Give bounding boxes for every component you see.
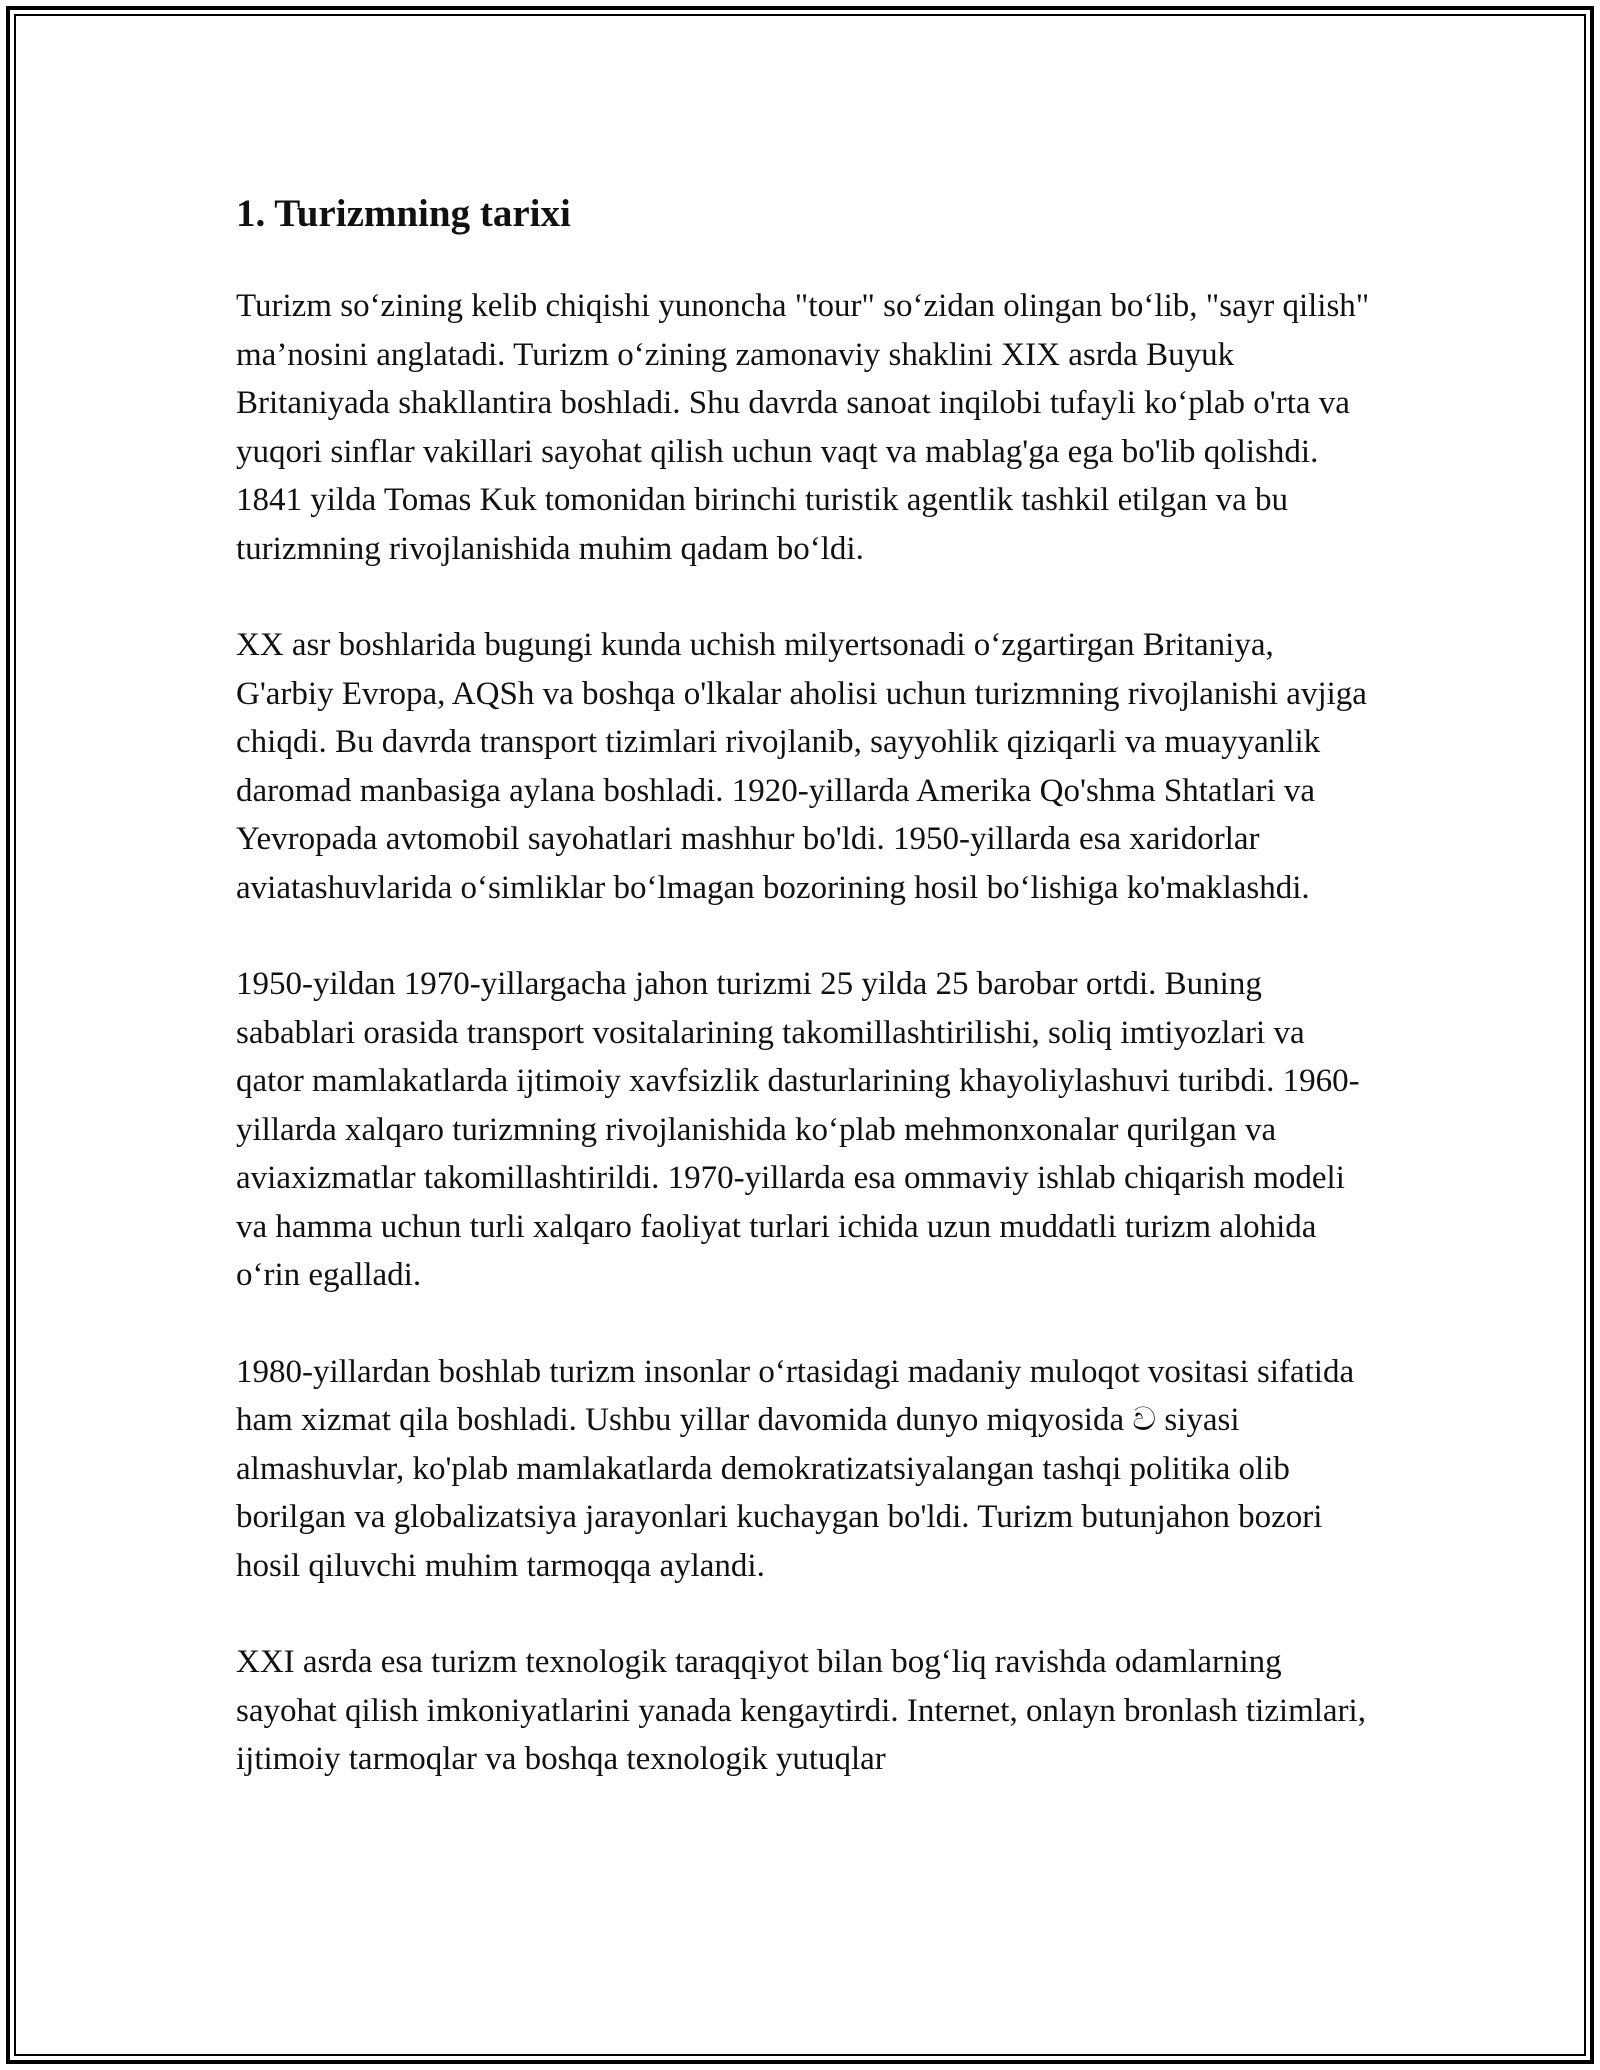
section-heading: 1. Turizmning tarixi <box>236 192 571 235</box>
paragraph-2: XX asr boshlarida bugungi kunda uchish milyertsonadi o‘zgartirgan Britaniya, G'arbiy Evropa, AQSh va boshqa o'lkalar aholisi uchun turizmning rivojlanishi avjiga chiqdi. Bu davrda transport tizimlari rivojlanib, sayyohlik qiziqarli va muayyanlik daromad manbasiga aylana boshladi. 1920-yillarda Amerika Qo'shma Shtatlari va Yevropada avtomobil sayohatlari mashhur bo'ldi. 1950-yillarda esa xaridorlar aviatashuvlarida o‘simliklar bo‘lmagan bozorining hosil bo‘lishiga ko'maklashdi. <box>236 627 1367 906</box>
paragraph-3: 1950-yildan 1970-yillargacha jahon turizmi 25 yilda 25 barobar ortdi. Buning sabablari orasida transport vositalarining takomillashtirilishi, soliq imtiyozlari va qator mamlakatlarda ijtimoiy xavfsizlik dasturlarining khayoliylashuvi turibdi. 1960-yillarda xalqaro turizmning rivojlanishida ko‘plab mehmonxonalar qurilgan va aviaxizmatlar takomillashtirildi. 1970-yillarda esa ommaviy ishlab chiqarish modeli va hamma uchun turli xalqaro faoliyat turlari ichida uzun muddatli turizm alohida o‘rin egalladi. <box>236 966 1360 1293</box>
paragraph-1: Turizm so‘zining kelib chiqishi yunoncha "tour" so‘zidan olingan bo‘lib, "sayr qilish" ma’nosini anglatadi. Turizm o‘zining zamonaviy shaklini XIX asrda Buyuk Britaniyada shakllantira boshladi. Shu davrda sanoat inqilobi tufayli ko‘plab o'rta va yuqori sinflar vakillari sayohat qilish uchun vaqt va mablag'ga ega bo'lib qolishdi. 1841 yilda Tomas Kuk tomonidan birinchi turistik agentlik tashkil etilgan va bu turizmning rivojlanishida muhim qadam bo‘ldi. <box>236 288 1370 567</box>
paragraph-4: 1980-yillardan boshlab turizm insonlar o‘rtasidagi madaniy muloqot vositasi sifatida ham xizmat qila boshladi. Ushbu yillar davomida dunyo miqyosida ව siyasi almashuvlar, ko'plab mamlakatlarda demokratizatsiyalangan tashqi politika olib borilgan va globalizatsiya jarayonlari kuchaygan bo'ldi. Turizm butunjahon bozori hosil qiluvchi muhim tarmoqqa aylandi. <box>236 1353 1355 1584</box>
paragraph-5: XXI asrda esa turizm texnologik taraqqiyot bilan bog‘liq ravishda odamlarning sayohat qilish imkoniyatlarini yanada kengaytirdi. Internet, onlayn bronlash tizimlari, ijtimoiy tarmoqlar va boshqa texnologik yutuqlar <box>236 1644 1366 1777</box>
document-body <box>236 178 1376 1832</box>
